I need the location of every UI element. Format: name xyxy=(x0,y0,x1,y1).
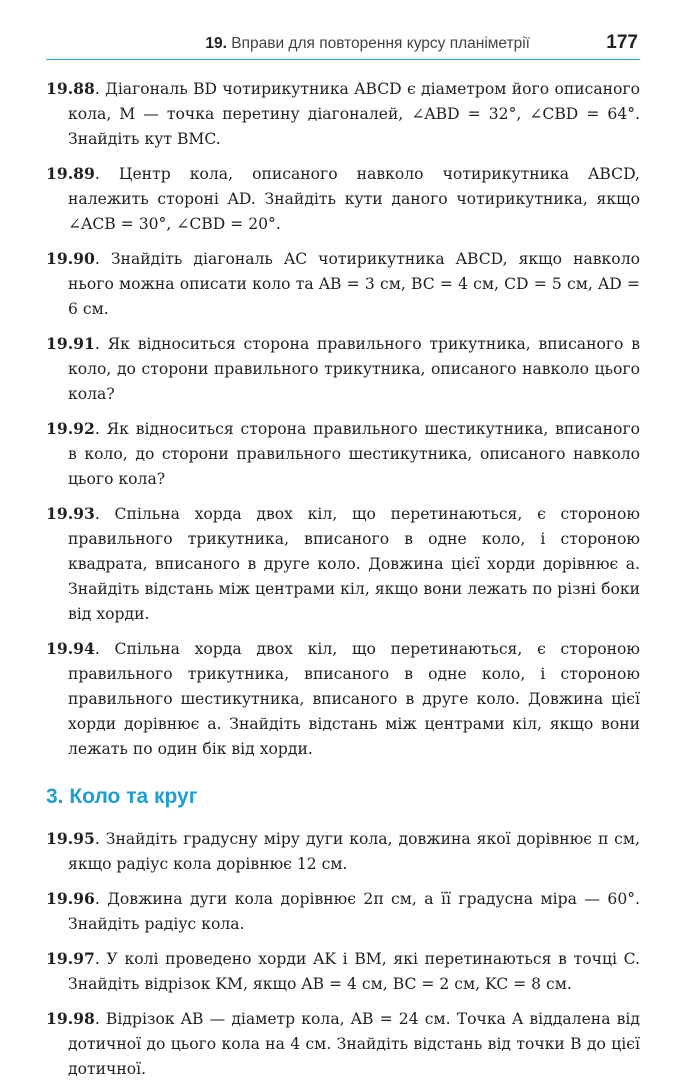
problem-text: . Знайдіть діагональ AC чотирикутника ABCD, якщо навколо нього можна описати коло та AB = 3 см, BC = 4 см, CD = 5 см, AD = 6 см. xyxy=(68,250,640,318)
running-header xyxy=(46,34,640,60)
problem-19-98 xyxy=(46,1006,640,1082)
problem-number: 19.94 xyxy=(46,639,95,658)
problem-19-93 xyxy=(46,501,640,627)
problem-text: . Центр кола, описаного навколо чотирикутника ABCD, належить стороні AD. Знайдіть кути даного чотирикутника, якщо ∠ACB = 30°, ∠CBD = 20°. xyxy=(68,165,640,233)
problem-number: 19.88 xyxy=(46,79,95,98)
problem-number: 19.93 xyxy=(46,504,95,523)
problem-text: . Довжина дуги кола дорівнює 2π см, а її градусна міра — 60°. Знайдіть радіус кола. xyxy=(68,890,640,933)
page-number: 177 xyxy=(606,32,638,53)
chapter-number: 19. xyxy=(205,35,227,52)
problem-number: 19.96 xyxy=(46,889,95,908)
problem-text: . Спільна хорда двох кіл, що перетинаються, є стороною правильного трикутника, вписаного в одне коло, і стороною квадрата, вписаного в друге коло. Довжина цієї хорди дорівнює a. Знайдіть відстань між центрами кіл, якщо вони лежать по різні боки від хорди. xyxy=(68,505,640,623)
problem-19-97 xyxy=(46,946,640,997)
problem-number: 19.90 xyxy=(46,249,95,268)
problem-19-94 xyxy=(46,636,640,762)
problem-text: . У колі проведено хорди AK і BM, які перетинаються в точці C. Знайдіть відрізок KM, якщо AB = 4 см, BC = 2 см, KC = 8 см. xyxy=(68,950,640,993)
section-title: 3. Коло та круг xyxy=(46,785,198,808)
problem-text: . Спільна хорда двох кіл, що перетинаються, є стороною правильного трикутника, вписаного в одне коло, і стороною правильного шестикутника, вписаного в друге коло. Довжина цієї хорди дорівнює a. Знайдіть відстань між центрами кіл, якщо вони лежать по один бік від хорди. xyxy=(68,640,640,758)
problem-number: 19.91 xyxy=(46,334,95,353)
problem-19-95 xyxy=(46,826,640,877)
problem-text: . Відрізок AB — діаметр кола, AB = 24 см. Точка A віддалена від дотичної до цього кола на 4 см. Знайдіть відстань від точки B до цієї дотичної. xyxy=(68,1010,640,1078)
problem-19-89 xyxy=(46,161,640,237)
problem-number: 19.97 xyxy=(46,949,95,968)
problem-number: 19.89 xyxy=(46,164,95,183)
problem-number: 19.95 xyxy=(46,829,95,848)
chapter-title: Вправи для повторення курсу планіметрії xyxy=(231,35,530,52)
problem-text: . Як відноситься сторона правильного шестикутника, вписаного в коло, до сторони правильного шестикутника, описаного навколо цього кола? xyxy=(68,420,640,488)
problem-19-96 xyxy=(46,886,640,937)
problem-number: 19.98 xyxy=(46,1009,95,1028)
problem-text: . Як відноситься сторона правильного трикутника, вписаного в коло, до сторони правильного трикутника, описаного навколо цього кола? xyxy=(68,335,640,403)
problem-text: . Знайдіть градусну міру дуги кола, довжина якої дорівнює π см, якщо радіус кола дорівнює 12 см. xyxy=(68,830,640,873)
problem-19-92 xyxy=(46,416,640,492)
page-content xyxy=(46,76,640,1091)
problem-text: . Діагональ BD чотирикутника ABCD є діаметром його описаного кола, M — точка перетину діагоналей, ∠ABD = 32°, ∠CBD = 64°. Знайдіть кут BMC. xyxy=(68,80,640,148)
chapter-heading xyxy=(205,35,530,53)
problem-number: 19.92 xyxy=(46,419,95,438)
problem-19-91 xyxy=(46,331,640,407)
problem-19-88 xyxy=(46,76,640,152)
problem-19-90 xyxy=(46,246,640,322)
